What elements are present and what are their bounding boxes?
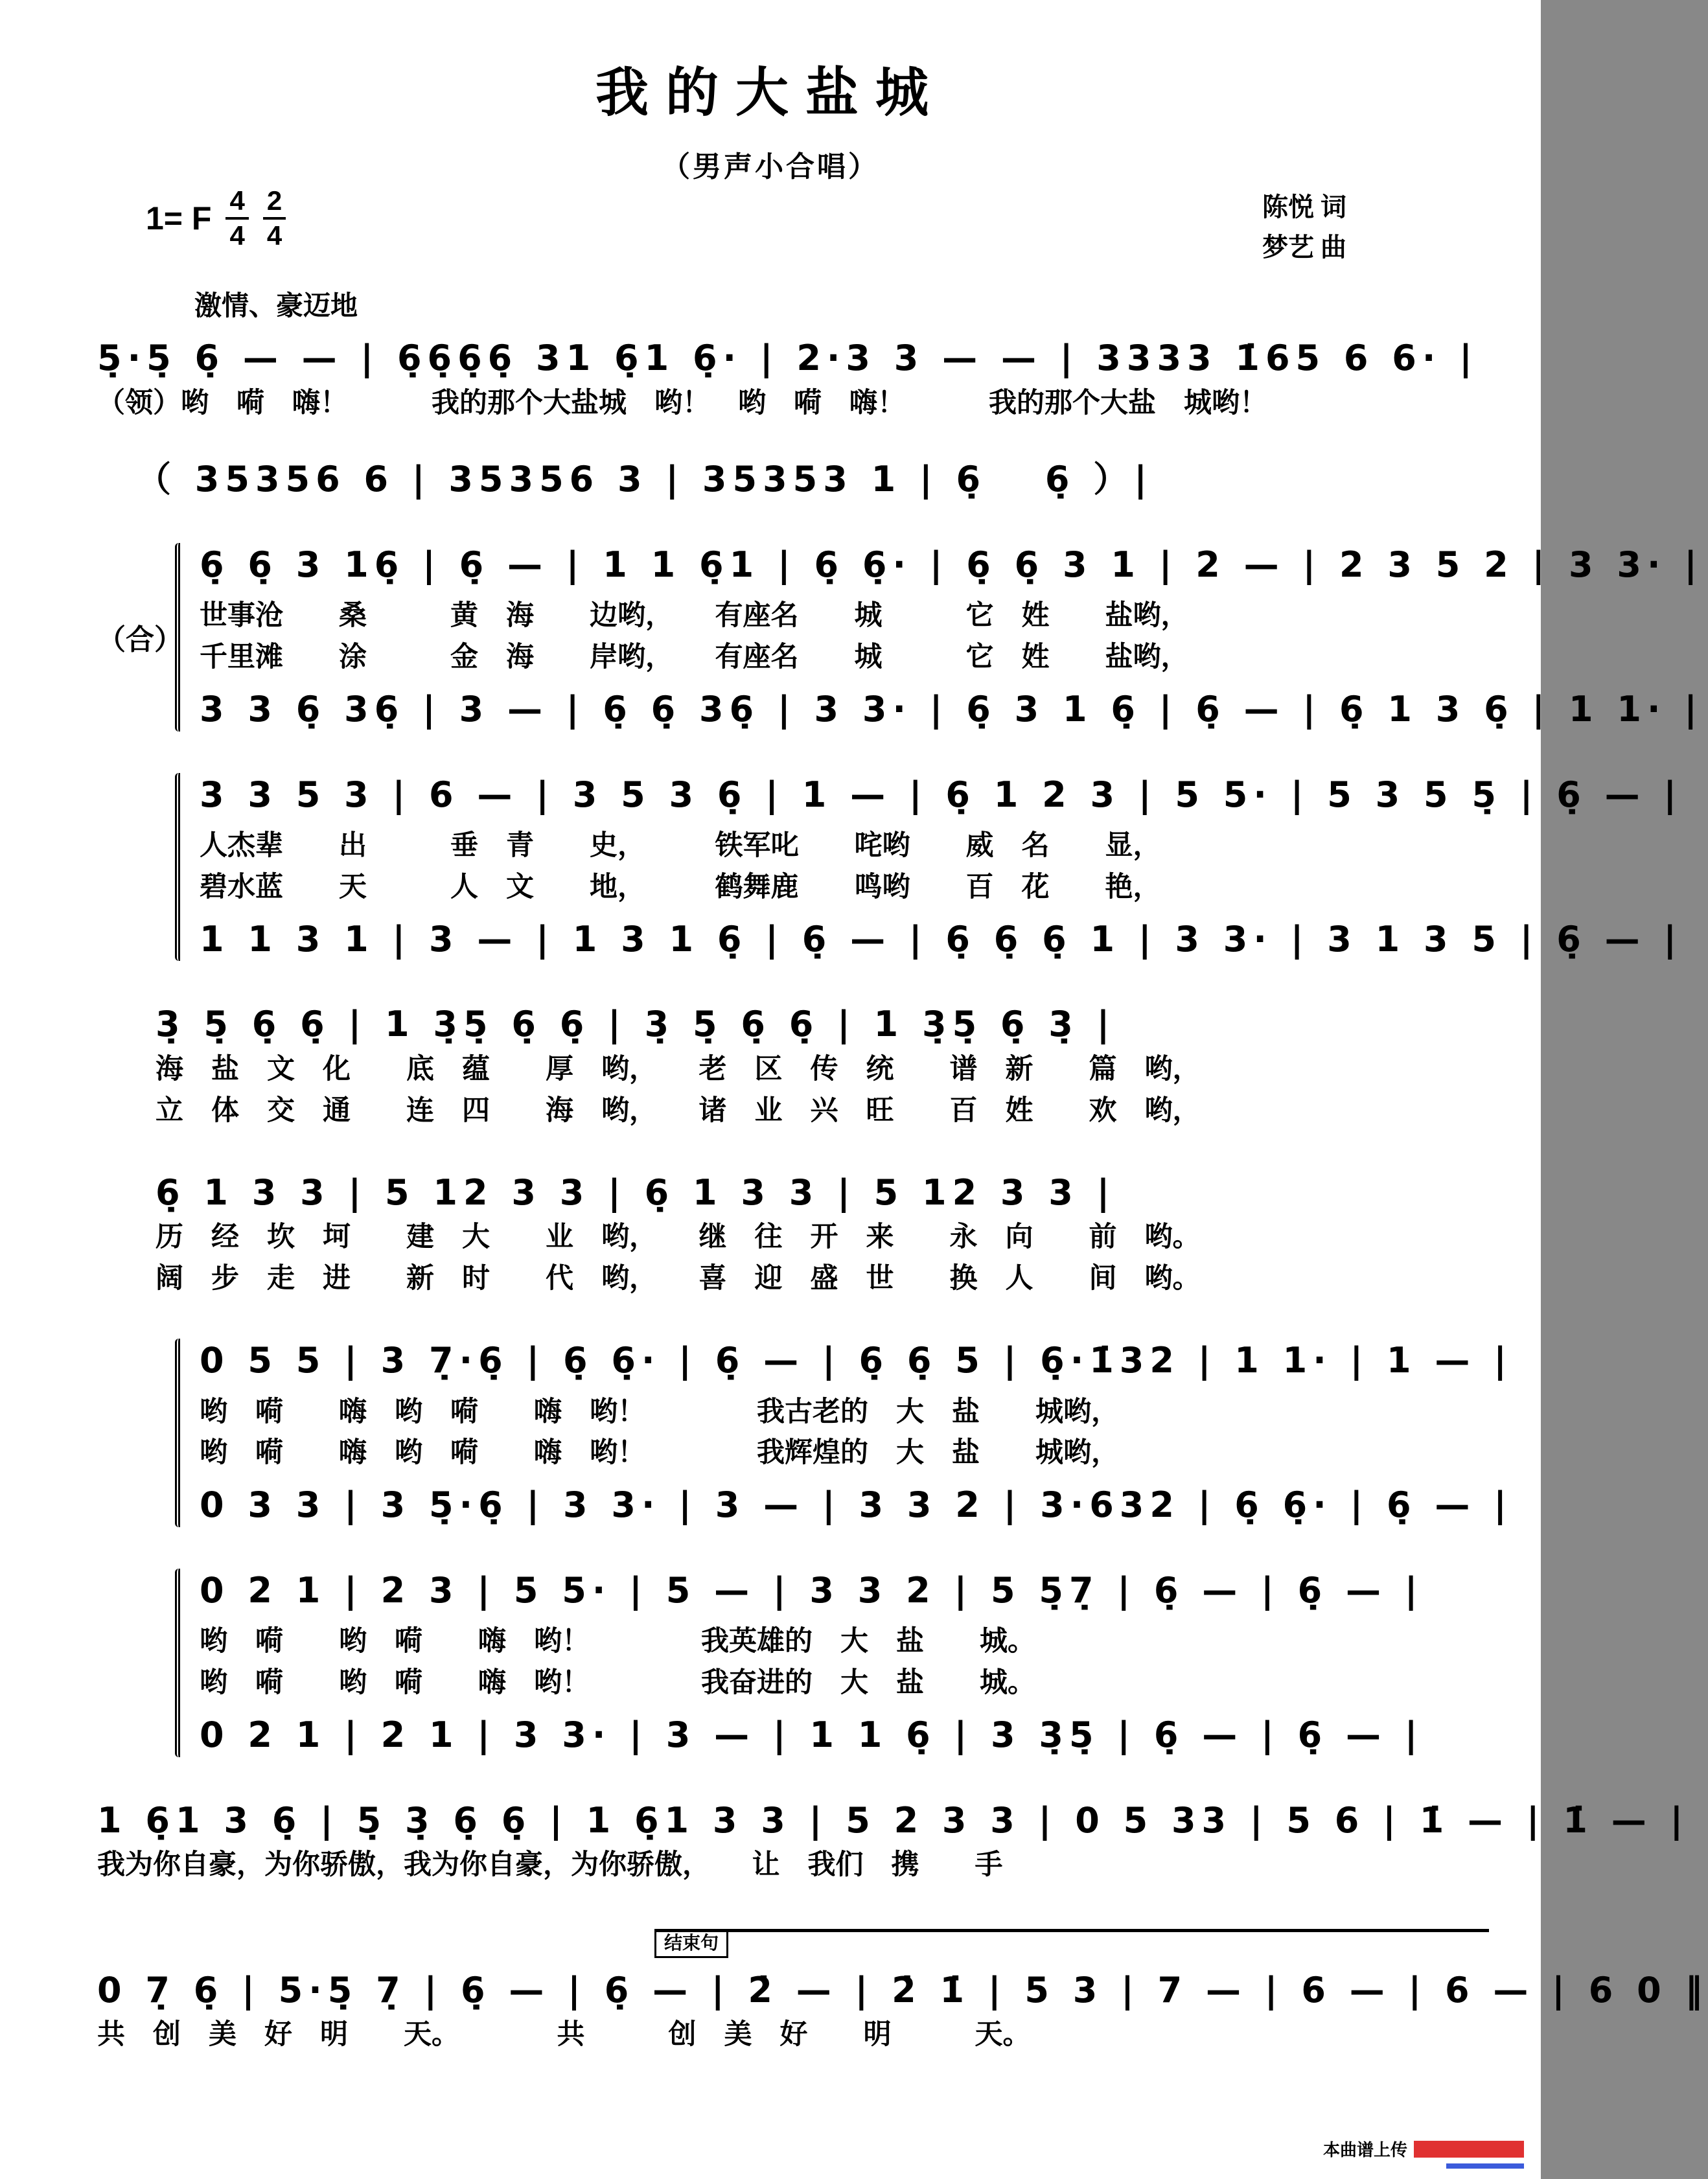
section-label-he: （合）: [97, 624, 183, 656]
time-signature-1-numerator: 4: [229, 185, 245, 216]
system-unison-1: [156, 1002, 1489, 1129]
system-chorus-3: [97, 1339, 1512, 1527]
time-signature-1: [225, 187, 248, 249]
song-subtitle: （男声小合唱）: [662, 151, 879, 183]
tempo-marking: 激情、豪迈地: [194, 292, 358, 321]
system-coda: [97, 1968, 1708, 2053]
lyrics-line-verse1: 哟 嗬 嗨 哟 嗬 嗨 哟！ 我古老的 大 盐 城哟，: [200, 1396, 1119, 1427]
system-chorus-2: [97, 773, 1683, 962]
lyrics-line: 共 创 美 好 明 天。 共 创 美 好 明 天。: [97, 2020, 1031, 2051]
notation-line-voice1: 0 2 1 | 2 3 | 5 5· | 5 — | 3 3 2 | 5 5̣7̣ | 6̣ — | 6̣ — |: [200, 1569, 1424, 1611]
notation-area: [0, 336, 1708, 2053]
lyrics-line: （领）哟 嗬 嗨！ 我的那个大盐城 哟！ 哟 嗬 嗨！ 我的那个大盐 城哟！: [97, 387, 1267, 419]
notation-line-voice2: 0 3 3 | 3 5̣·6̣ | 3 3· | 3 — | 3 3 2 | 3·632 | 6̣ 6̣· | 6̣ — |: [200, 1484, 1512, 1526]
watermark-text: 本曲谱上传: [1322, 2141, 1407, 2160]
voice-bracket-group: [175, 543, 1703, 732]
lyrics-line: 我为你自豪，为你骄傲，我为你自豪，为你骄傲， 让 我们 携 手: [97, 1850, 1003, 1881]
notation-line: 5̣·5̣ 6̣ — — | 6̣6̣6̣6̣ 31 6̣1 6̣· | 2·3 3 — — | 3333 1̇65 6 6· |: [97, 338, 1478, 378]
fraction-bar: [263, 217, 286, 220]
watermark: [1323, 2137, 1524, 2169]
lyrics-line-verse2: 千里滩 涂 金 海 岸哟， 有座名 城 它 姓 盐哟，: [200, 642, 1189, 673]
time-signature-2-numerator: 2: [266, 185, 283, 216]
lyrics-line-verse2: 碧水蓝 天 人 文 地， 鹤舞鹿 鸣哟 百 花 艳，: [200, 872, 1161, 903]
notation-line: 3̣ 5̣ 6̣ 6̣ | 1 3̣5̣ 6̣ 6̣ | 3̣ 5̣ 6̣ 6̣ | 1 3̣5̣ 6̣ 3̣ |: [156, 1004, 1116, 1045]
lyrics-line-verse2: 哟 嗬 嗨 哟 嗬 嗨 哟！ 我辉煌的 大 盐 城哟，: [200, 1438, 1119, 1469]
key-signature: [146, 187, 286, 249]
lyrics-line-verse2: 阔 步 走 进 新 时 代 哟， 喜 迎 盛 世 换 人 间 哟。: [156, 1263, 1201, 1295]
notation-line: 6̣ 1 3 3 | 5 12 3 3 | 6̣ 1 3 3 | 5 12 3 3 |: [156, 1171, 1116, 1213]
composer-credit: 梦艺 曲: [1262, 233, 1346, 262]
voice-bracket-group: [175, 1569, 1489, 1757]
lyrics-line-verse1: 哟 嗬 哟 嗬 嗨 哟！ 我英雄的 大 盐 城。: [200, 1626, 1035, 1657]
notation-line-voice2: 1 1 3 1 | 3 — | 1 3 1 6̣ | 6̣ — | 6̣ 6̣ 6̣ 1 | 3 3· | 3 1 3 5 | 6̣ — |: [200, 918, 1683, 960]
notation-line: 0 7̣ 6̣ | 5·5̣ 7̣ | 6̣ — | 6̣ — | 2̇ — | 2̇ 1̇ | 5 3 | 7 — | 6 — | 6 — | 6 0 ‖: [97, 1969, 1708, 2011]
notation-line: 1 6̣1 3 6̣ | 5̣ 3̣ 6̣ 6̣ | 1 6̣1 3 3 | 5 2 3 3 | 0 5 33 | 5 6 | 1̇ — | 1̇ — |: [97, 1799, 1689, 1841]
system-chorus-4: [97, 1569, 1489, 1757]
time-signature-2-denominator: 4: [266, 220, 283, 251]
system-unison-2: [156, 1171, 1489, 1297]
fraction-bar: [225, 217, 248, 220]
system-lead-vocal: [97, 336, 1489, 421]
notation-line-voice2: 3 3 6̣ 36̣ | 3 — | 6̣ 6̣ 36̣ | 3 3· | 6̣ 3 1 6̣ | 6̣ — | 6̣ 1 3 6̣ | 1 1· |: [200, 689, 1703, 730]
lyrics-line-verse1: 海 盐 文 化 底 蕴 厚 哟， 老 区 传 统 谱 新 篇 哟，: [156, 1054, 1201, 1085]
lyricist-credit: 陈悦 词: [1262, 192, 1346, 222]
notation-line: （ 35356 6 | 35356 3 | 35353 1 | 6̣ 6̣ ）|: [136, 459, 1153, 500]
key-label: 1= F: [146, 200, 212, 236]
lyrics-line-verse2: 立 体 交 通 连 四 海 哟， 诸 业 兴 旺 百 姓 欢 哟，: [156, 1095, 1201, 1126]
time-signature-2: [263, 187, 286, 249]
system-interlude: [136, 457, 1489, 502]
lyrics-line-verse2: 哟 嗬 哟 嗬 嗨 哟！ 我奋进的 大 盐 城。: [200, 1668, 1035, 1699]
song-title: 我的大盐城: [595, 63, 945, 122]
meta-row: [0, 185, 1541, 268]
watermark-underline: [1446, 2163, 1524, 2169]
notation-line-voice1: 0 5 5 | 3 7̣·6̣ | 6̣ 6̣· | 6̣ — | 6̣ 6̣ 5 | 6̣·1̇32 | 1 1· | 1 — |: [200, 1340, 1512, 1381]
notation-line-voice1: 6̣ 6̣ 3 16̣ | 6̣ — | 1 1 6̣1 | 6̣ 6̣· | 6̣ 6̣ 3 1 | 2 — | 2 3 5 2 | 3 3· |: [200, 544, 1703, 585]
lyrics-line-verse1: 世事沧 桑 黄 海 边哟， 有座名 城 它 姓 盐哟，: [200, 601, 1189, 632]
coda-label: 结束句: [654, 1932, 728, 1958]
system-chorus-1: [97, 543, 1703, 732]
credits: [1262, 187, 1346, 268]
coda-bracket: [654, 1929, 1489, 1962]
system-bridge: [97, 1799, 1689, 1884]
lyrics-line-verse1: 历 经 坎 坷 建 大 业 哟， 继 往 开 来 永 向 前 哟。: [156, 1222, 1201, 1253]
lyrics-line-verse1: 人杰辈 出 垂 青 史， 铁军叱 咤哟 威 名 显，: [200, 831, 1161, 862]
time-signature-1-denominator: 4: [229, 220, 245, 251]
voice-bracket-group: [175, 773, 1682, 962]
voice-bracket-group: [175, 1339, 1512, 1527]
notation-line-voice2: 0 2 1 | 2 1 | 3 3· | 3 — | 1 1 6̣ | 3 3̣5̣ | 6̣ — | 6̣ — |: [200, 1714, 1424, 1756]
notation-line-voice1: 3 3 5 3 | 6 — | 3 5 3 6̣ | 1 — | 6̣ 1 2 3 | 5 5· | 5 3 5 5̣ | 6̣ — |: [200, 774, 1683, 815]
watermark-site-logo: [1414, 2141, 1524, 2158]
